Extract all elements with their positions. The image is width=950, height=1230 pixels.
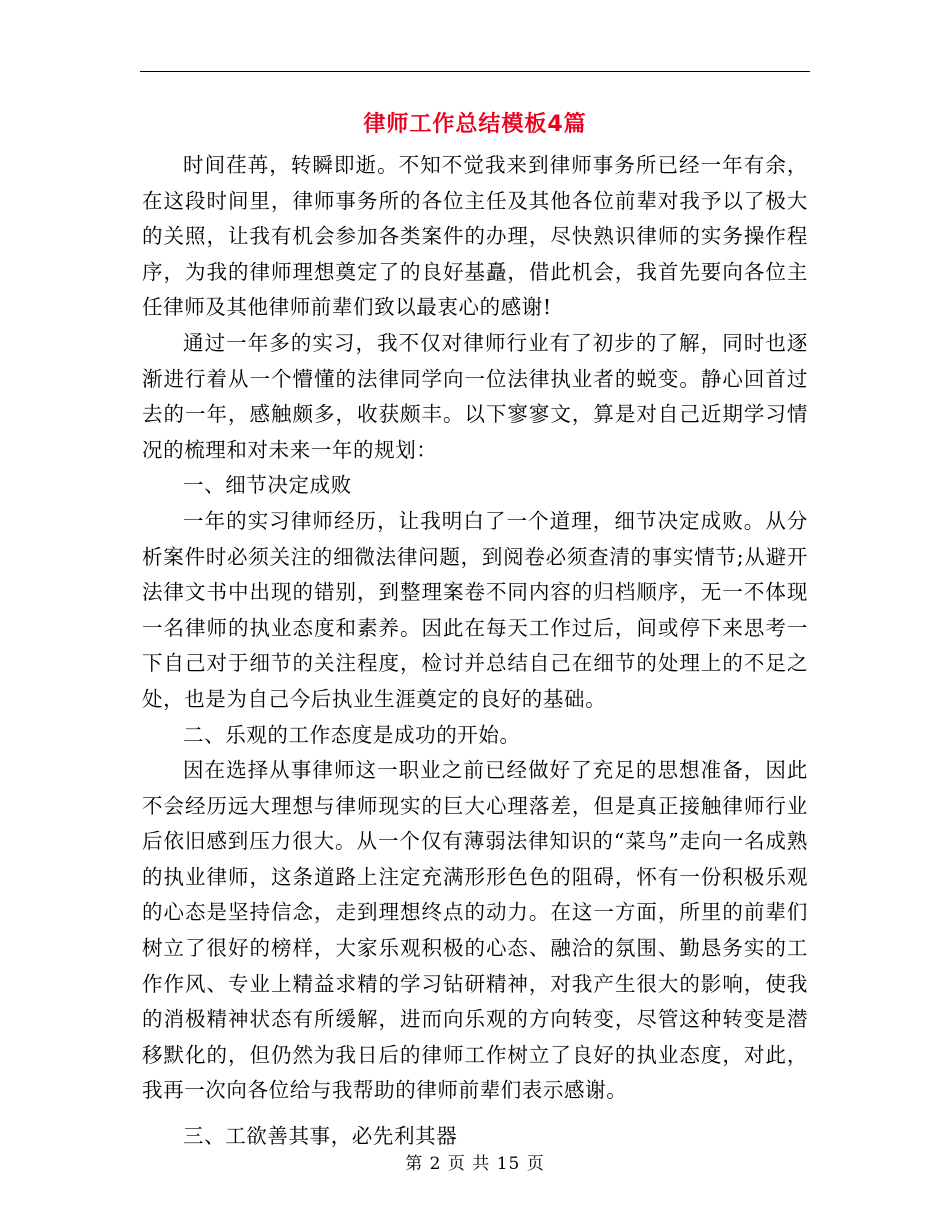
paragraph-overview: 通过一年多的实习，我不仅对律师行业有了初步的了解，同时也逐渐进行着从一个懵懂的法律同学向一位法律执业者的蜕变。静心回首过去的一年，感触颇多，收获颇丰。以下寥寥文，算是对自己近期学习情况的梳理和对未来一年的规划： [142,330,808,462]
section-heading-tools: 三、工欲善其事，必先利其器 [183,1124,458,1149]
document-body [142,148,808,1155]
page-number-footer: 第 2 页 共 15 页 [405,1154,545,1174]
section-heading-details: 一、细节决定成败 [183,473,352,498]
paragraph-attitude: 因在选择从事律师这一职业之前已经做好了充足的思想准备，因此不会经历远大理想与律师现实的巨大心理落差，但是真正接触律师行业后依旧感到压力很大。从一个仅有薄弱法律知识的“菜鸟”走向一名成熟的执业律师，这条道路上注定充满形形色色的阻碍，怀有一份积极乐观的心态是坚持信念，走到理想终点的动力。在这一方面，所里的前辈们树立了很好的榜样，大家乐观积极的心态、融洽的氛围、勤恳务实的工作作风、专业上精益求精的学习钻研精神，对我产生很大的影响，使我的消极精神状态有所缓解，进而向乐观的方向转变，尽管这种转变是潜移默化的，但仍然为我日后的律师工作树立了良好的执业态度，对此，我再一次向各位给与我帮助的律师前辈们表示感谢。 [142,758,808,1103]
document-title: 律师工作总结模板4篇 [363,112,587,137]
paragraph-details: 一年的实习律师经历，让我明白了一个道理，细节决定成败。从分析案件时必须关注的细微法律问题，到阅卷必须查清的事实情节;从避开法律文书中出现的错别，到整理案卷不同内容的归档顺序，无一不体现一名律师的执业态度和素养。因此在每天工作过后，间或停下来思考一下自己对于细节的关注程度，检讨并总结自己在细节的处理上的不足之处，也是为自己今后执业生涯奠定的良好的基础。 [142,508,808,711]
header-rule [140,71,810,72]
section-heading-attitude: 二、乐观的工作态度是成功的开始。 [183,722,521,747]
paragraph-intro: 时间荏苒，转瞬即逝。不知不觉我来到律师事务所已经一年有余，在这段时间里，律师事务所的各位主任及其他各位前辈对我予以了极大的关照，让我有机会参加各类案件的办理，尽快熟识律师的实务操作程序，为我的律师理想奠定了的良好基矗，借此机会，我首先要向各位主任律师及其他律师前辈们致以最衷心的感谢! [142,153,808,320]
